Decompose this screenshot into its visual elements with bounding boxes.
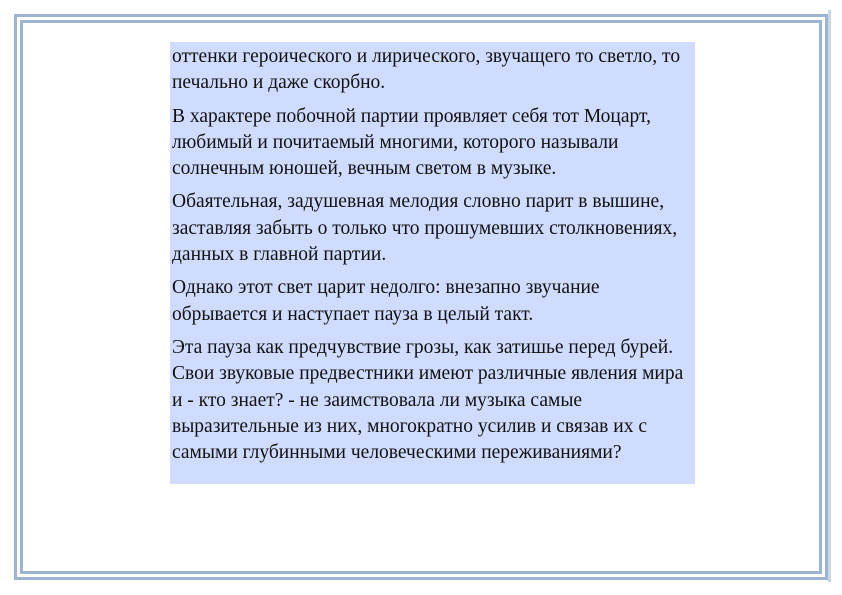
frame-shadow: [828, 10, 831, 582]
paragraph-5: Эта пауза как предчувствие грозы, как затишье перед бурей. Свои звуковые предвестники имеют различные явления мира и - кто знает? - не заимствовала ли музыка самые выразительные из них, многократно усилив и связав их с самыми глубинными человеческими переживаниями?: [172, 336, 684, 464]
paragraph-1: оттенки героического и лирического, звучащего то светло, то печально и даже скорбно.: [172, 46, 681, 94]
paragraph-4: Однако этот свет царит недолго: внезапно звучание обрывается и наступает пауза в целый такт.: [172, 277, 600, 325]
paragraph-3: Обаятельная, задушевная мелодия словно парит в вышине, заставляя забыть о только что прошумевших столкновениях, данных в главной партии.: [172, 191, 678, 266]
slide-text-box: [170, 42, 695, 484]
paragraph-2: В характере побочной партии проявляет себя тот Моцарт, любимый и почитаемый многими, которого называли солнечным юношей, вечным светом в музыке.: [172, 105, 651, 180]
